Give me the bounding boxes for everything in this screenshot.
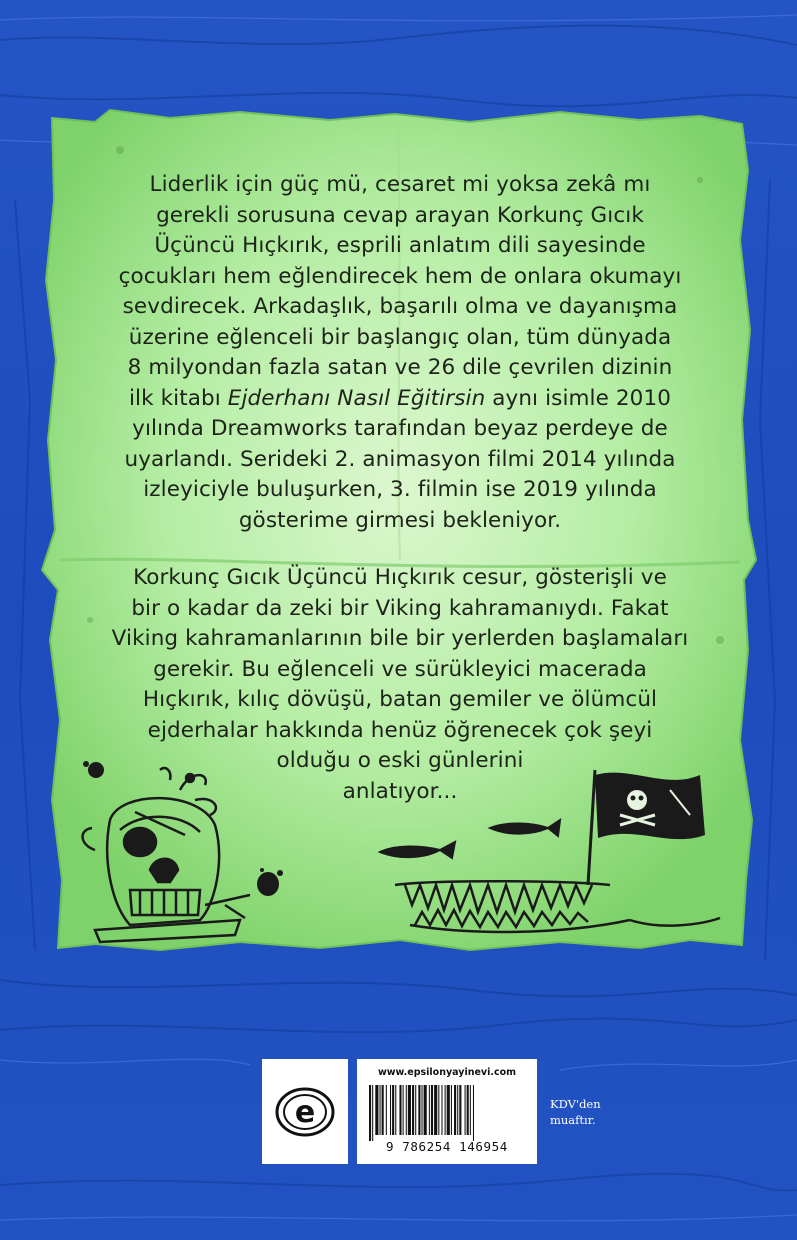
barcode-bar [429,1085,430,1135]
barcode-bar [445,1085,446,1135]
barcode-bar [459,1085,461,1135]
barcode-bar [372,1085,373,1141]
barcode-bar [375,1085,378,1135]
barcode-bar [418,1085,420,1135]
text-line: Viking kahramanlarının bile bir yerlerden başlamaları [111,626,689,651]
text-line: uyarlandı. Serideki 2. animasyon filmi 2014 yılında [124,446,676,472]
barcode-icon [367,1085,527,1141]
text-line: gerekli sorusuna cevap arayan Korkunç Gıcık [156,202,644,228]
text-line: üzerine eğlenceli bir başlangıç olan, tüm dünyada [128,324,672,350]
tax-exempt-note [550,1096,601,1128]
text-line: çocukları hem eğlendirecek hem de onlara okumayı [118,263,682,289]
text-line: Hıçkırık, kılıç dövüşü, batan gemiler ve ölümcül [142,687,658,712]
tax-note-line-1: KDV'den [550,1097,601,1111]
text-line: gösterime girmesi bekleniyor. [238,507,562,533]
barcode-bar [399,1085,401,1135]
barcode-bar [454,1085,456,1135]
isbn-number: 9 786254 146954 [386,1139,508,1154]
text-line: Liderlik için güç mü, cesaret mi yoksa zekâ mı [149,172,651,197]
barcode-bar [467,1085,469,1135]
barcode-bar [431,1085,433,1135]
barcode-bar [465,1085,466,1135]
tax-note-line-2: muaftır. [550,1113,596,1127]
epsilon-logo-icon [275,1086,335,1138]
barcode-bar [438,1085,439,1135]
barcode-bar [392,1085,394,1135]
text-line: ejderhalar hakkında henüz öğrenecek çok şeyi [147,717,653,743]
barcode-bar [408,1085,411,1135]
barcode-bar [403,1085,404,1135]
barcode-bar [369,1085,371,1141]
barcode-bar [415,1085,416,1135]
text-line: izleyiciyle buluşurken, 3. filmin ise 2019 yılında [143,477,657,502]
text-line-with-title [110,384,690,415]
logo-letter: e [294,1095,316,1130]
barcode-bar [412,1085,414,1135]
text-line: 8 milyondan fazla satan ve 26 dile çevrilen dizinin [127,355,673,380]
text-segment: ilk kitabı [128,385,228,411]
description-paragraph-1 [110,170,690,536]
description-paragraph-2 [110,563,690,807]
text-line: olduğu o eski günlerini [276,748,524,773]
text-line: Üçüncü Hıçkırık, esprili anlatım dili sayesinde [154,233,646,258]
barcode-bar [422,1085,423,1135]
barcode-bar [451,1085,452,1135]
barcode-bar [406,1085,407,1135]
text-segment: aynı isimle 2010 [485,385,672,411]
barcode-bar [386,1085,387,1135]
barcode-bar [441,1085,442,1135]
text-line: yılında Dreamworks tarafından beyaz perdeye de [132,416,668,441]
barcode-bar [473,1085,474,1141]
barcode-bar [395,1085,396,1135]
text-line: anlatıyor... [342,778,458,804]
barcode-bar [424,1085,427,1135]
barcode-bar [447,1085,450,1135]
text-line: sevdirecek. Arkadaşlık, başarılı olma ve dayanışma [122,294,678,319]
barcode-bar [380,1085,381,1135]
barcode-box [357,1059,537,1164]
publisher-url: www.epsilonyayinevi.com [377,1067,517,1078]
barcode-bar [470,1085,471,1135]
text-line: bir o kadar da zeki bir Viking kahramanıydı. Fakat [131,595,669,621]
book-title-italic: Ejderhanı Nasıl Eğitirsin [227,385,486,411]
barcode-bar [457,1085,458,1135]
text-line: gerekir. Bu eğlenceli ve sürükleyici macerada [153,656,647,682]
text-line: Korkunç Gıcık Üçüncü Hıçkırık cesur, gösterişli ve [133,565,667,590]
barcode-bar [382,1085,384,1135]
barcode-bar [434,1085,437,1135]
barcode-bar [390,1085,391,1135]
publisher-logo-box [262,1059,348,1164]
